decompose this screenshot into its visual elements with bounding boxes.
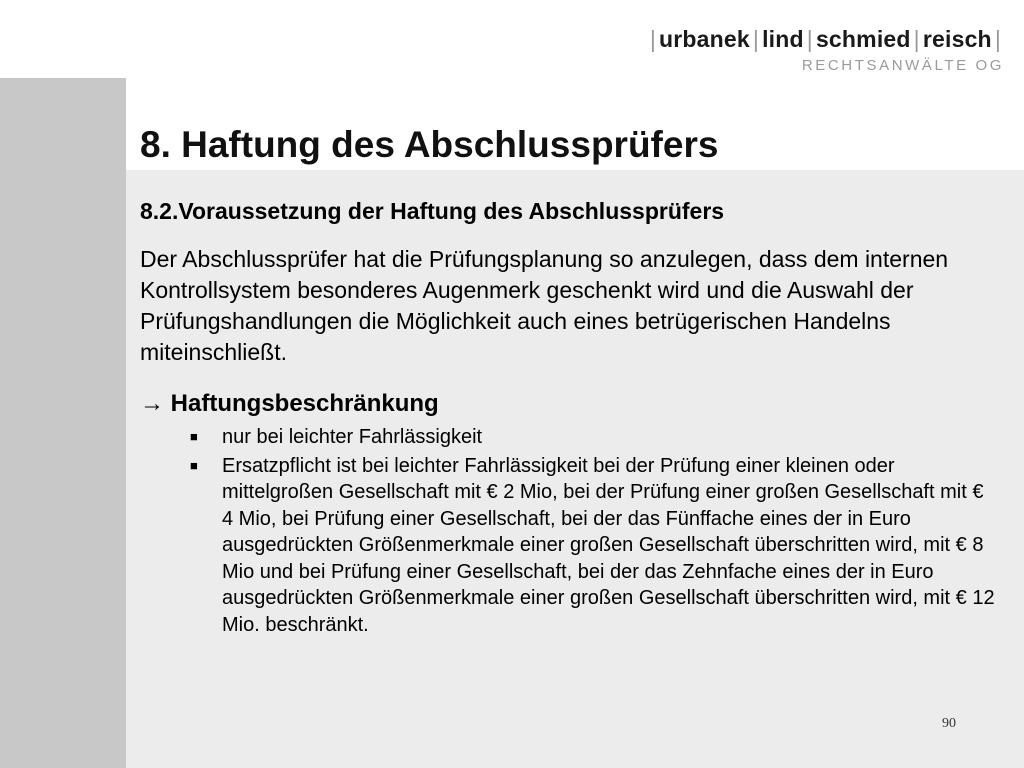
logo-separator: | xyxy=(649,26,656,52)
logo-separator: | xyxy=(994,26,1001,52)
highlight-heading: → Haftungsbeschränkung xyxy=(140,390,439,417)
square-bullet-icon: ■ xyxy=(190,457,198,473)
slide-title: 8. Haftung des Abschlussprüfers xyxy=(140,124,719,165)
logo-name-schmied: schmied xyxy=(815,26,911,52)
bullet-item xyxy=(140,453,1000,639)
left-decorative-band xyxy=(0,78,126,768)
page-number: 90 xyxy=(942,716,956,731)
logo-separator: | xyxy=(752,26,760,52)
firm-logo-names xyxy=(647,26,1004,53)
logo-name-lind: lind xyxy=(762,26,804,52)
square-bullet-icon: ■ xyxy=(190,429,198,444)
bullet-text: nur bei leichter Fahrlässigkeit xyxy=(222,426,483,448)
bullet-list xyxy=(140,424,1000,640)
logo-separator: | xyxy=(806,26,813,52)
slide-subtitle: 8.2.Voraussetzung der Haftung des Abschlussprüfers xyxy=(140,198,725,224)
firm-logo xyxy=(647,26,1004,74)
slide-paragraph: Der Abschlussprüfer hat die Prüfungsplanung so anzulegen, dass dem internen Kontrollsystem besonderes Augenmerk geschenkt wird und die Auswahl der Prüfungshandlungen die Möglichkeit auch eines betrügerischen Handelns miteinschließt. xyxy=(140,246,949,365)
bullet-text: Ersatzpflicht ist bei leichter Fahrlässigkeit bei der Prüfung einer kleinen oder mittelgroßen Gesellschaft mit € 2 Mio, bei der Prüfung einer großen Gesellschaft mit € 4 Mio, bei Prüfung einer Gesellschaft, bei der das Fünffache eines der in Euro ausgedrückten Größenmerkmale einer großen Gesellschaft überschritten wird, mit € 8 Mio und bei Prüfung einer Gesellschaft, bei der das Zehnfache eines der in Euro ausgedrückten Größenmerkmale einer großen Gesellschaft überschritten wird, mit € 12 Mio. beschränkt. xyxy=(222,454,995,636)
logo-name-urbanek: urbanek xyxy=(659,26,750,52)
firm-logo-subtitle: RECHTSANWÄLTE OG xyxy=(801,57,1004,74)
logo-name-reisch: reisch xyxy=(922,26,992,52)
bullet-item xyxy=(140,424,1000,451)
logo-separator: | xyxy=(913,26,920,52)
